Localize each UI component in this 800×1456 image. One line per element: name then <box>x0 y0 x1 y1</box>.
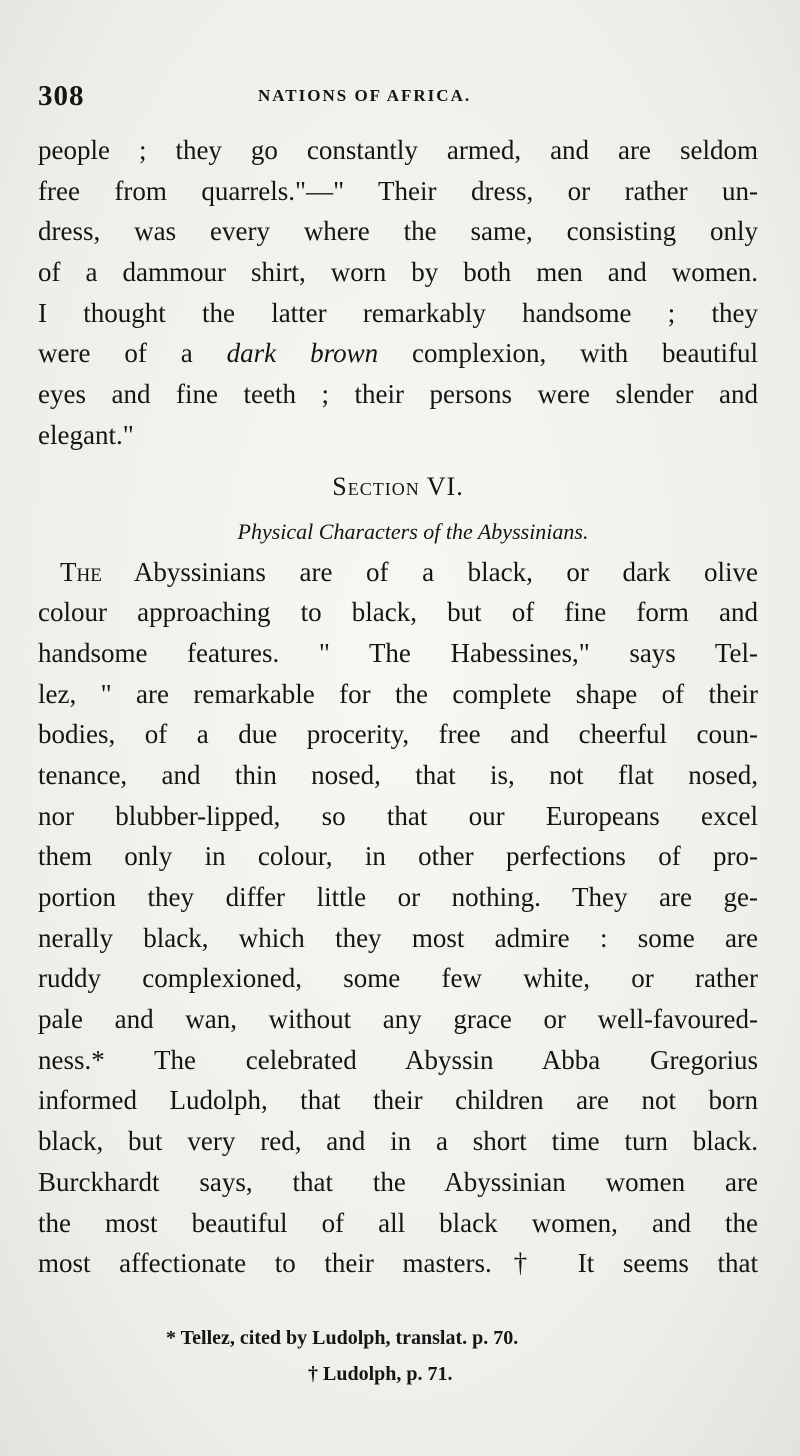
text-line: free from quarrels."—" Their dress, or rather un- <box>38 175 758 206</box>
text-line: elegant." <box>38 419 134 450</box>
text-line: lez, " are remarkable for the complete shape of their <box>38 678 758 709</box>
text-line: them only in colour, in other perfections of pro- <box>38 841 758 872</box>
text-line: the most beautiful of all black women, and the <box>38 1207 758 1238</box>
text-line: I thought the latter remarkably handsome ; they <box>38 297 758 328</box>
text-line: bodies, of a due procerity, free and cheerful coun- <box>38 719 758 750</box>
text-line <box>38 333 758 374</box>
text-line: people ; they go constantly armed, and are seldom <box>38 135 758 165</box>
text-line: black, but very red, and in a short time turn black. <box>38 1126 758 1157</box>
italic-phrase: dark brown <box>226 338 379 369</box>
text-line: portion they differ little or nothing. They are ge- <box>38 882 758 912</box>
text-line: informed Ludolph, that their children are not born <box>38 1085 758 1116</box>
text-line: colour approaching to black, but of fine form and <box>38 597 758 628</box>
text-run: complexion, with beautiful <box>378 338 758 369</box>
page-number: 308 <box>38 80 85 112</box>
text-line: eyes and fine teeth ; their persons were slender and <box>38 379 758 410</box>
footnote: * Tellez, cited by Ludolph, translat. p. 70. <box>166 1327 519 1349</box>
text-line <box>38 552 758 593</box>
text-line: pale and wan, without any grace or well-favoured- <box>38 1004 758 1035</box>
text-line: dress, was every where the same, consisting only <box>38 216 758 247</box>
section-subtitle: Physical Characters of the Abyssinians. <box>237 518 589 544</box>
footnote: † Ludolph, p. 71. <box>308 1363 453 1385</box>
section-number: VI. <box>426 471 464 501</box>
section-label: Section <box>332 471 420 501</box>
text-line: tenance, and thin nosed, that is, not flat nosed, <box>38 759 758 790</box>
text-run: Abyssinians are of a black, or dark olive <box>101 556 758 587</box>
text-line: most affectionate to their masters.† It seems that <box>38 1248 758 1279</box>
text-line: nor blubber-lipped, so that our Europeans excel <box>38 800 758 831</box>
text-line: handsome features. " The Habessines," says Tel- <box>38 637 758 668</box>
text-line: Burckhardt says, that the Abyssinian women are <box>38 1166 758 1197</box>
small-caps-word: The <box>60 556 102 587</box>
text-line: ruddy complexioned, some few white, or rather <box>38 963 758 994</box>
text-line: nerally black, which they most admire : some are <box>38 922 758 953</box>
page-body <box>38 130 758 1284</box>
paragraph <box>38 552 758 1284</box>
running-title: NATIONS OF AFRICA. <box>258 86 472 105</box>
paragraph-continued <box>38 130 758 456</box>
footnotes <box>38 1320 758 1392</box>
text-line: of a dammour shirt, worn by both men and women. <box>38 257 758 288</box>
text-line: ness.* The celebrated Abyssin Abba Gregorius <box>38 1044 758 1075</box>
text-run: were of a <box>38 338 227 369</box>
page-header <box>38 80 758 116</box>
section-heading <box>38 462 758 512</box>
